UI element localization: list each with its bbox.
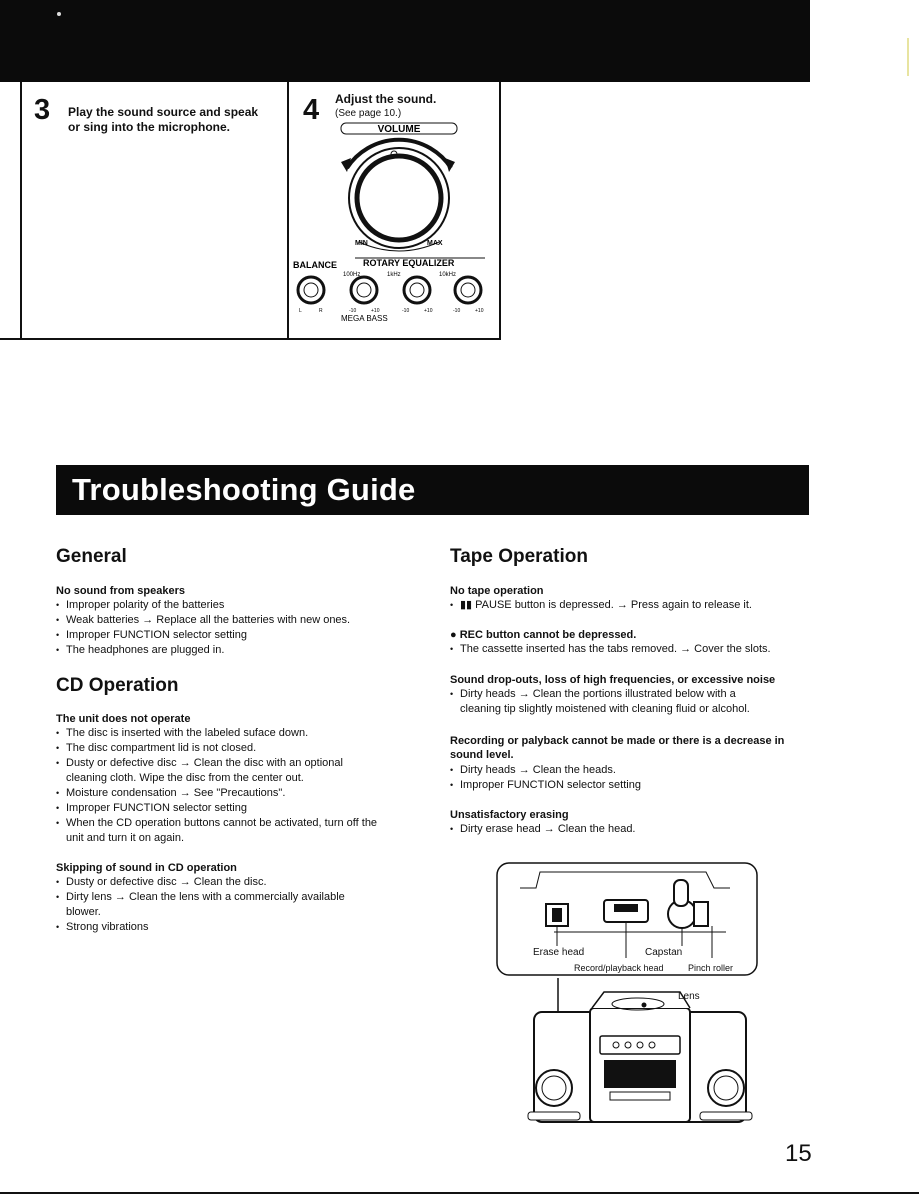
list-item: • Dusty or defective disc → Clean the disc. — [56, 875, 436, 890]
pinch-roller-label: Pinch roller — [688, 963, 734, 973]
step-4-number: 4 — [303, 94, 320, 126]
pinch-roller-shape — [694, 902, 708, 926]
banner-title: Troubleshooting Guide — [72, 472, 416, 507]
eq3-min-label: -10 — [453, 308, 461, 314]
eq3-max-label: +10 — [475, 308, 484, 314]
volume-label: VOLUME — [377, 124, 421, 135]
list-item: • The disc compartment lid is not closed. — [56, 741, 436, 756]
volume-knob-inner — [357, 156, 441, 240]
volume-max-label: MAX — [427, 240, 443, 247]
list-item: • Improper FUNCTION selector setting — [56, 628, 436, 643]
list-item: • Dusty or defective disc → Clean the disc with an optional — [56, 756, 436, 771]
tape-problem-4-line1: Recording or palyback cannot be made or there is a decrease in — [450, 735, 785, 747]
boombox-illustration — [520, 978, 760, 1128]
erase-head-core — [552, 908, 562, 922]
tape-problem-5: Unsatisfactory erasing — [450, 809, 569, 821]
record-head-label: Record/playback head — [574, 963, 664, 973]
list-item-continuation: cleaning tip slightly moistened with cleaning fluid or alcohol. — [460, 703, 750, 715]
tape-problem-1: No tape operation — [450, 585, 544, 597]
cd-problem-1: The unit does not operate — [56, 713, 191, 725]
right-woofer — [708, 1070, 744, 1106]
tape-problem-4-line2: sound level. — [450, 749, 514, 761]
list-item: • Dirty lens → Clean the lens with a commercially available — [56, 890, 436, 905]
left-woofer — [536, 1070, 572, 1106]
list-item: • Strong vibrations — [56, 920, 436, 935]
erase-head-label: Erase head — [533, 947, 585, 958]
equalizer-label: ROTARY EQUALIZER — [363, 258, 455, 268]
tape-list-2 — [450, 642, 890, 657]
eq2-max-label: +10 — [424, 308, 433, 314]
step-4-title: Adjust the sound. — [335, 92, 437, 106]
step-3-text-line1: Play the sound source and speak — [68, 105, 259, 119]
tape-list-1 — [450, 598, 890, 613]
eq1-max-label: +10 — [371, 308, 380, 314]
volume-equalizer-illustration — [289, 118, 497, 328]
volume-min-label: MIN — [355, 240, 368, 247]
tape-list-5 — [450, 822, 890, 837]
eq2-min-label: -10 — [402, 308, 410, 314]
eq-knob-1khz — [404, 277, 430, 303]
list-item: • Improper polarity of the batteries — [56, 598, 436, 613]
list-item: • The cassette inserted has the tabs removed. → Cover the slots. — [450, 642, 890, 657]
eq1-min-label: -10 — [349, 308, 357, 314]
step-4-subtitle: (See page 10.) — [335, 108, 402, 119]
eq-band-10khz: 10kHz — [439, 272, 457, 278]
list-item: • The headphones are plugged in. — [56, 643, 436, 658]
tape-heading: Tape Operation — [450, 546, 588, 567]
list-item-continuation: unit and turn it on again. — [66, 832, 185, 844]
list-item: • Dirty heads → Clean the portions illustrated below with a — [450, 687, 890, 702]
eq-knob-10khz — [455, 277, 481, 303]
list-item: • Weak batteries → Replace all the batteries with new ones. — [56, 613, 436, 628]
step-divider-right — [499, 82, 501, 338]
balance-label: BALANCE — [293, 260, 337, 270]
mega-bass-label: MEGA BASS — [341, 314, 388, 323]
cd-heading: CD Operation — [56, 675, 179, 696]
header-bar — [0, 0, 810, 82]
list-item: • Improper FUNCTION selector setting — [56, 801, 436, 816]
cd-list-1 — [56, 726, 436, 846]
list-item: • Dirty erase head → Clean the head. — [450, 822, 890, 837]
list-item: • Dirty heads → Clean the heads. — [450, 763, 890, 778]
general-heading: General — [56, 546, 127, 567]
cd-lid — [592, 992, 690, 1008]
list-item: • When the CD operation buttons cannot be activated, turn off the — [56, 816, 436, 831]
general-problem: No sound from speakers — [56, 585, 185, 597]
lens-label: Lens — [678, 991, 700, 1002]
bottom-rule — [0, 1192, 919, 1194]
balance-knob — [298, 277, 324, 303]
step-3-text-line2: or sing into the microphone. — [68, 120, 230, 134]
step-3-number: 3 — [34, 94, 51, 126]
record-head-core — [614, 904, 638, 912]
balance-right-label: R — [319, 308, 323, 314]
header-speck — [57, 12, 61, 16]
troubleshooting-banner — [56, 465, 809, 515]
cd-problem-2: Skipping of sound in CD operation — [56, 862, 237, 874]
eq-band-1khz: 1kHz — [387, 272, 401, 278]
tape-list-3 — [450, 687, 890, 717]
tape-problem-3: Sound drop-outs, loss of high frequencies, or excessive noise — [450, 674, 776, 686]
step-divider-left — [20, 82, 22, 338]
list-item: • Moisture condensation → See "Precautions". — [56, 786, 436, 801]
cd-lens-shape — [642, 1003, 647, 1008]
edge-mark — [907, 38, 909, 76]
list-item: • Improper FUNCTION selector setting — [450, 778, 890, 793]
list-item-continuation: cleaning cloth. Wipe the disc from the center out. — [66, 772, 304, 784]
general-list — [56, 598, 436, 658]
tape-problem-2: ● REC button cannot be depressed. — [450, 629, 637, 641]
list-item: • ▮▮ PAUSE button is depressed. → Press again to release it. — [450, 598, 890, 613]
tape-list-4 — [450, 763, 890, 793]
balance-left-label: L — [299, 308, 302, 314]
eq-band-100hz: 100Hz — [343, 272, 361, 278]
capstan-label: Capstan — [645, 947, 683, 958]
cassette-deck — [604, 1060, 676, 1088]
list-item: • The disc is inserted with the labeled suface down. — [56, 726, 436, 741]
eq-knob-100hz — [351, 277, 377, 303]
list-item-continuation: blower. — [66, 906, 101, 918]
page-number: 15 — [785, 1140, 812, 1167]
cd-list-2 — [56, 875, 436, 935]
